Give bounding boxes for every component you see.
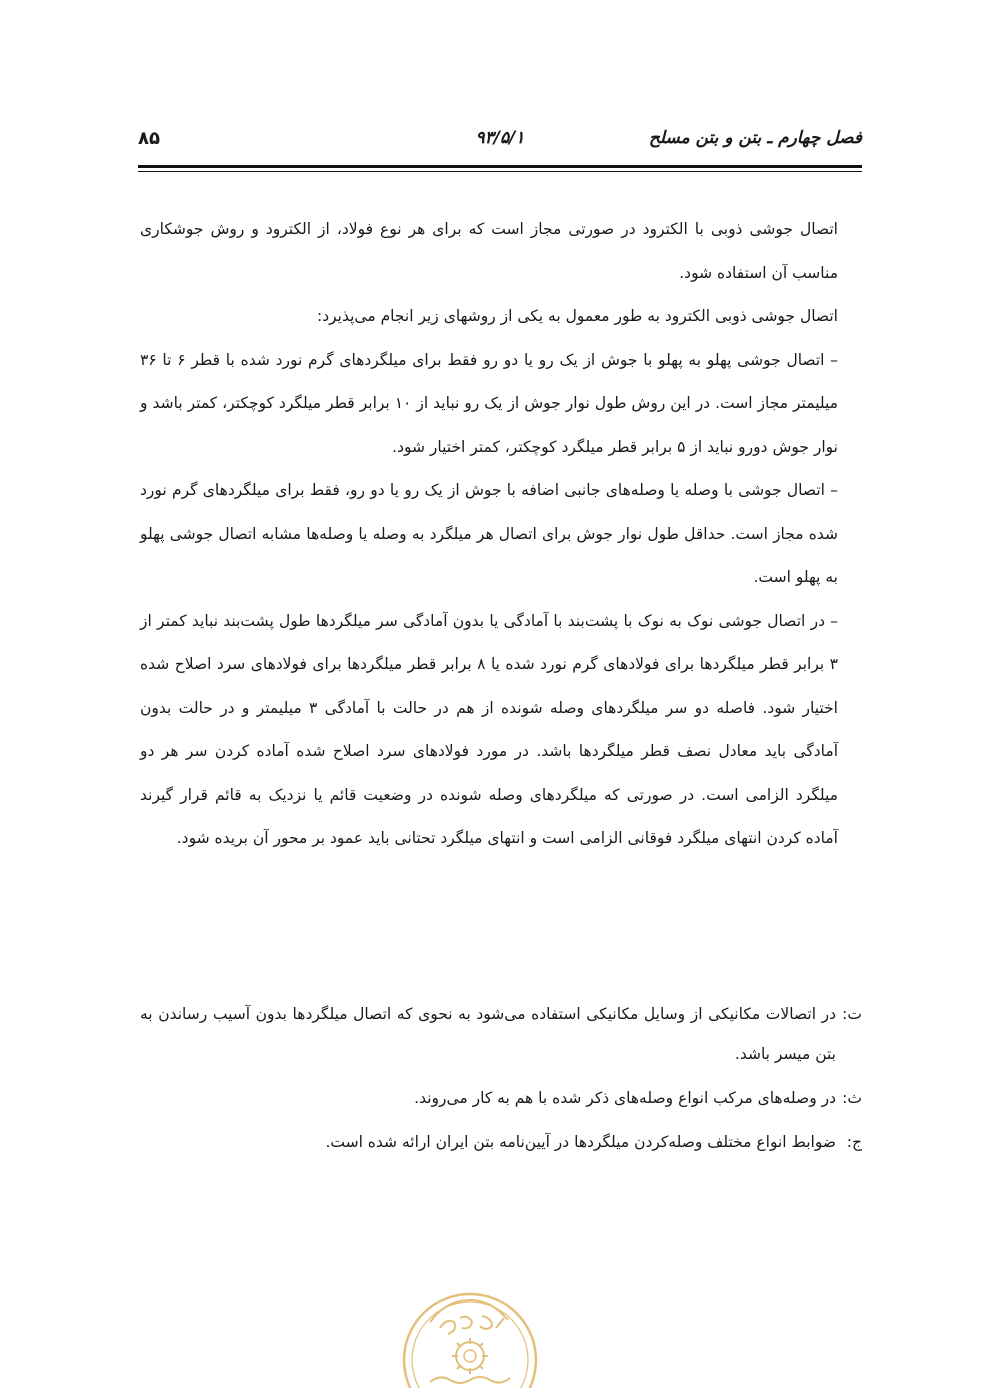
- lettered-items: [140, 994, 862, 1162]
- item-label: ج:: [846, 1133, 862, 1151]
- page-number: ۸۵: [138, 128, 160, 149]
- chapter-title: فصل چهارم ـ بتن و بتن مسلح: [648, 128, 862, 148]
- page-header: [138, 128, 862, 158]
- item-text: در اتصالات مکانیکی از وسایل مکانیکی استفاده می‌شود به نحوی که اتصال میلگردها بدون آسیب رساندن به بتن میسر باشد.: [140, 1005, 836, 1063]
- list-item: [140, 994, 862, 1074]
- item-text: ضوابط انواع مختلف وصله‌کردن میلگردها در آیین‌نامه بتن ایران ارائه شده است.: [325, 1133, 836, 1151]
- item-label: ث:: [842, 1089, 862, 1107]
- list-item: [140, 1078, 862, 1118]
- paragraph: اتصال جوشی ذوبی الکترود به طور معمول به یکی از روشهای زیر انجام می‌پذیرد:: [316, 307, 838, 325]
- gear-seal-logo-icon: [400, 1282, 540, 1388]
- header-rule-thick: [138, 165, 862, 168]
- header-rule-thin: [138, 171, 862, 172]
- paragraph: اتصال جوشی ذوبی با الکترود در صورتی مجاز است که برای هر نوع فولاد، از الکترود و روش جوشکاری مناسب آن استفاده شود.: [140, 220, 838, 282]
- item-label: ت:: [842, 1005, 862, 1023]
- list-item: [140, 1122, 862, 1162]
- paragraph: – اتصال جوشی با وصله یا وصله‌های جانبی اضافه با جوش از یک رو یا دو رو، فقط برای میلگردهای گرم نورد شده مجاز است. حداقل طول نوار جوش برای اتصال هر میلگرد به وصله یا وصله‌ها مشابه اتصال جوشی پهلو به پهلو است.: [140, 481, 838, 586]
- paragraph: – در اتصال جوشی نوک به نوک با پشت‌بند با آمادگی یا بدون آمادگی سر میلگردها طول پشت‌بند نباید کمتر از ۳ برابر قطر میلگردها برای فولادهای گرم نورد شده یا ۸ برابر قطر میلگردها برای فولادهای سرد اصلاح شده اختیار شود. فاصله دو سر میلگردهای وصله شونده از هم در حالت با آمادگی ۳ میلیمتر و در حالت بدون آمادگی باید معادل نصف قطر میلگردها باشد. در مورد فولادهای سرد اصلاح شده آماده کردن سر هر دو میلگرد الزامی است. در صورتی که میلگردهای وصله شونده در وضعیت قائم یا نزدیک به قائم قرار گیرند آماده کردن انتهای میلگرد فوقانی الزامی است و انتهای میلگرد تحتانی باید عمود بر محور آن بریده شود.: [140, 611, 838, 847]
- header-date: ۹۳/۵/۱: [475, 128, 525, 148]
- paragraph: – اتصال جوشی پهلو به پهلو با جوش از یک رو یا دو رو فقط برای میلگردهای گرم نورد شده با قطر ۶ تا ۳۶ میلیمتر مجاز است. در این روش طول نوار جوش از یک رو نباید از ۱۰ برابر قطر میلگرد کوچکتر، کمتر باشد و نوار جوش دورو نباید از ۵ برابر قطر میلگرد کوچکتر، کمتر اختیار شود.: [140, 350, 839, 456]
- item-text: در وصله‌های مرکب انواع وصله‌های ذکر شده با هم به کار می‌روند.: [414, 1089, 836, 1107]
- body-text: [140, 208, 838, 861]
